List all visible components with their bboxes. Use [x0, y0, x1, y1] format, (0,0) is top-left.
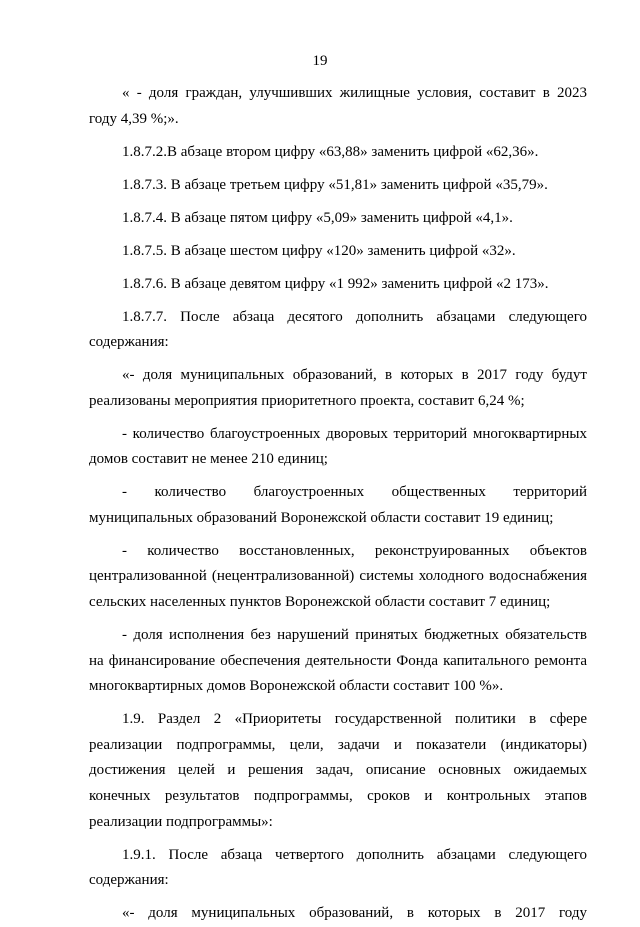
paragraph-line: централизованной (нецентрализованной) системы холодного водоснабжения	[89, 568, 587, 585]
paragraph-gap	[0, 894, 640, 901]
paragraph-line: многоквартирных домов Воронежской области составит 100 %».	[89, 678, 504, 695]
paragraph-line: «- доля муниципальных образований, в которых в 2017 году будут	[122, 367, 587, 384]
paragraph-gap	[0, 414, 640, 421]
paragraph-line: 1.8.7.6. В абзаце девятом цифру «1 992» заменить цифрой «2 173».	[122, 275, 549, 292]
paragraph-line: реализованы мероприятия приоритетного проекта, составит 6,24 %;	[89, 392, 525, 409]
paragraph	[0, 843, 640, 894]
paragraph	[0, 422, 640, 473]
paragraph-line: 1.8.7.7. После абзаца десятого дополнить абзацами следующего	[122, 308, 587, 325]
paragraph-line: 1.8.7.4. В абзаце пятом цифру «5,09» заменить цифрой «4,1».	[122, 209, 513, 226]
paragraph-gap	[0, 165, 640, 172]
paragraph-gap	[0, 616, 640, 623]
paragraph-gap	[0, 264, 640, 271]
paragraph-gap	[0, 231, 640, 238]
paragraph-line: 1.8.7.2.В абзаце втором цифру «63,88» заменить цифрой «62,36».	[122, 143, 539, 160]
paragraph-line: сельских населенных пунктов Воронежской области составит 7 единиц;	[89, 594, 551, 610]
paragraph-line: - количество благоустроенных общественных территорий	[122, 484, 587, 501]
paragraph-line: реализации подпрограммы, цели, задачи и показатели (индикаторы)	[89, 736, 587, 753]
paragraph-line: 1.9.1. После абзаца четвертого дополнить абзацами следующего	[122, 846, 587, 863]
paragraph-line: достижения целей и решения задач, описание основных ожидаемых	[89, 762, 587, 779]
paragraph-line: муниципальных образований Воронежской области составит 19 единиц;	[89, 509, 554, 526]
paragraph	[0, 173, 640, 199]
paragraph-gap	[0, 132, 640, 139]
paragraph	[0, 305, 640, 356]
paragraph-gap	[0, 700, 640, 707]
paragraph-gap	[0, 835, 640, 842]
paragraph-line: 1.8.7.3. В абзаце третьем цифру «51,81» заменить цифрой «35,79».	[122, 176, 548, 193]
paragraph-gap	[0, 198, 640, 205]
document-body	[0, 81, 640, 927]
paragraph-line: « - доля граждан, улучшивших жилищные условия, составит в 2023	[122, 85, 587, 101]
page-number: 19	[312, 53, 328, 69]
paragraph	[0, 140, 640, 166]
paragraph-gap	[0, 531, 640, 538]
paragraph-line: году 4,39 %;».	[89, 110, 179, 127]
paragraph-line: содержания:	[89, 872, 169, 889]
paragraph-line: реализации подпрограммы»:	[89, 813, 273, 830]
paragraph-line: 1.9. Раздел 2 «Приоритеты государственной политики в сфере	[122, 711, 587, 728]
paragraph-gap	[0, 356, 640, 363]
paragraph-line: содержания:	[89, 334, 169, 351]
paragraph	[0, 480, 640, 531]
paragraph	[0, 272, 640, 298]
paragraph-line: домов составит не менее 210 единиц;	[89, 451, 328, 468]
paragraph-line: 1.8.7.5. В абзаце шестом цифру «120» заменить цифрой «32».	[122, 242, 516, 259]
paragraph-line: на финансирование обеспечения деятельности Фонда капитального ремонта	[89, 652, 587, 669]
paragraph	[0, 363, 640, 414]
paragraph-gap	[0, 297, 640, 304]
paragraph	[0, 623, 640, 700]
paragraph	[0, 239, 640, 265]
paragraph-gap	[0, 473, 640, 480]
paragraph-line: конечных результатов подпрограммы, сроков и контрольных этапов	[89, 787, 587, 804]
paragraph	[0, 707, 640, 835]
paragraph-line: «- доля муниципальных образований, в которых в 2017 году	[122, 905, 587, 922]
paragraph-line: - количество благоустроенных дворовых территорий многоквартирных	[122, 425, 587, 442]
paragraph-line: - доля исполнения без нарушений принятых бюджетных обязательств	[122, 626, 587, 643]
paragraph	[0, 539, 640, 616]
paragraph	[0, 81, 640, 132]
paragraph	[0, 206, 640, 232]
paragraph-line: - количество восстановленных, реконструированных объектов	[122, 542, 587, 559]
